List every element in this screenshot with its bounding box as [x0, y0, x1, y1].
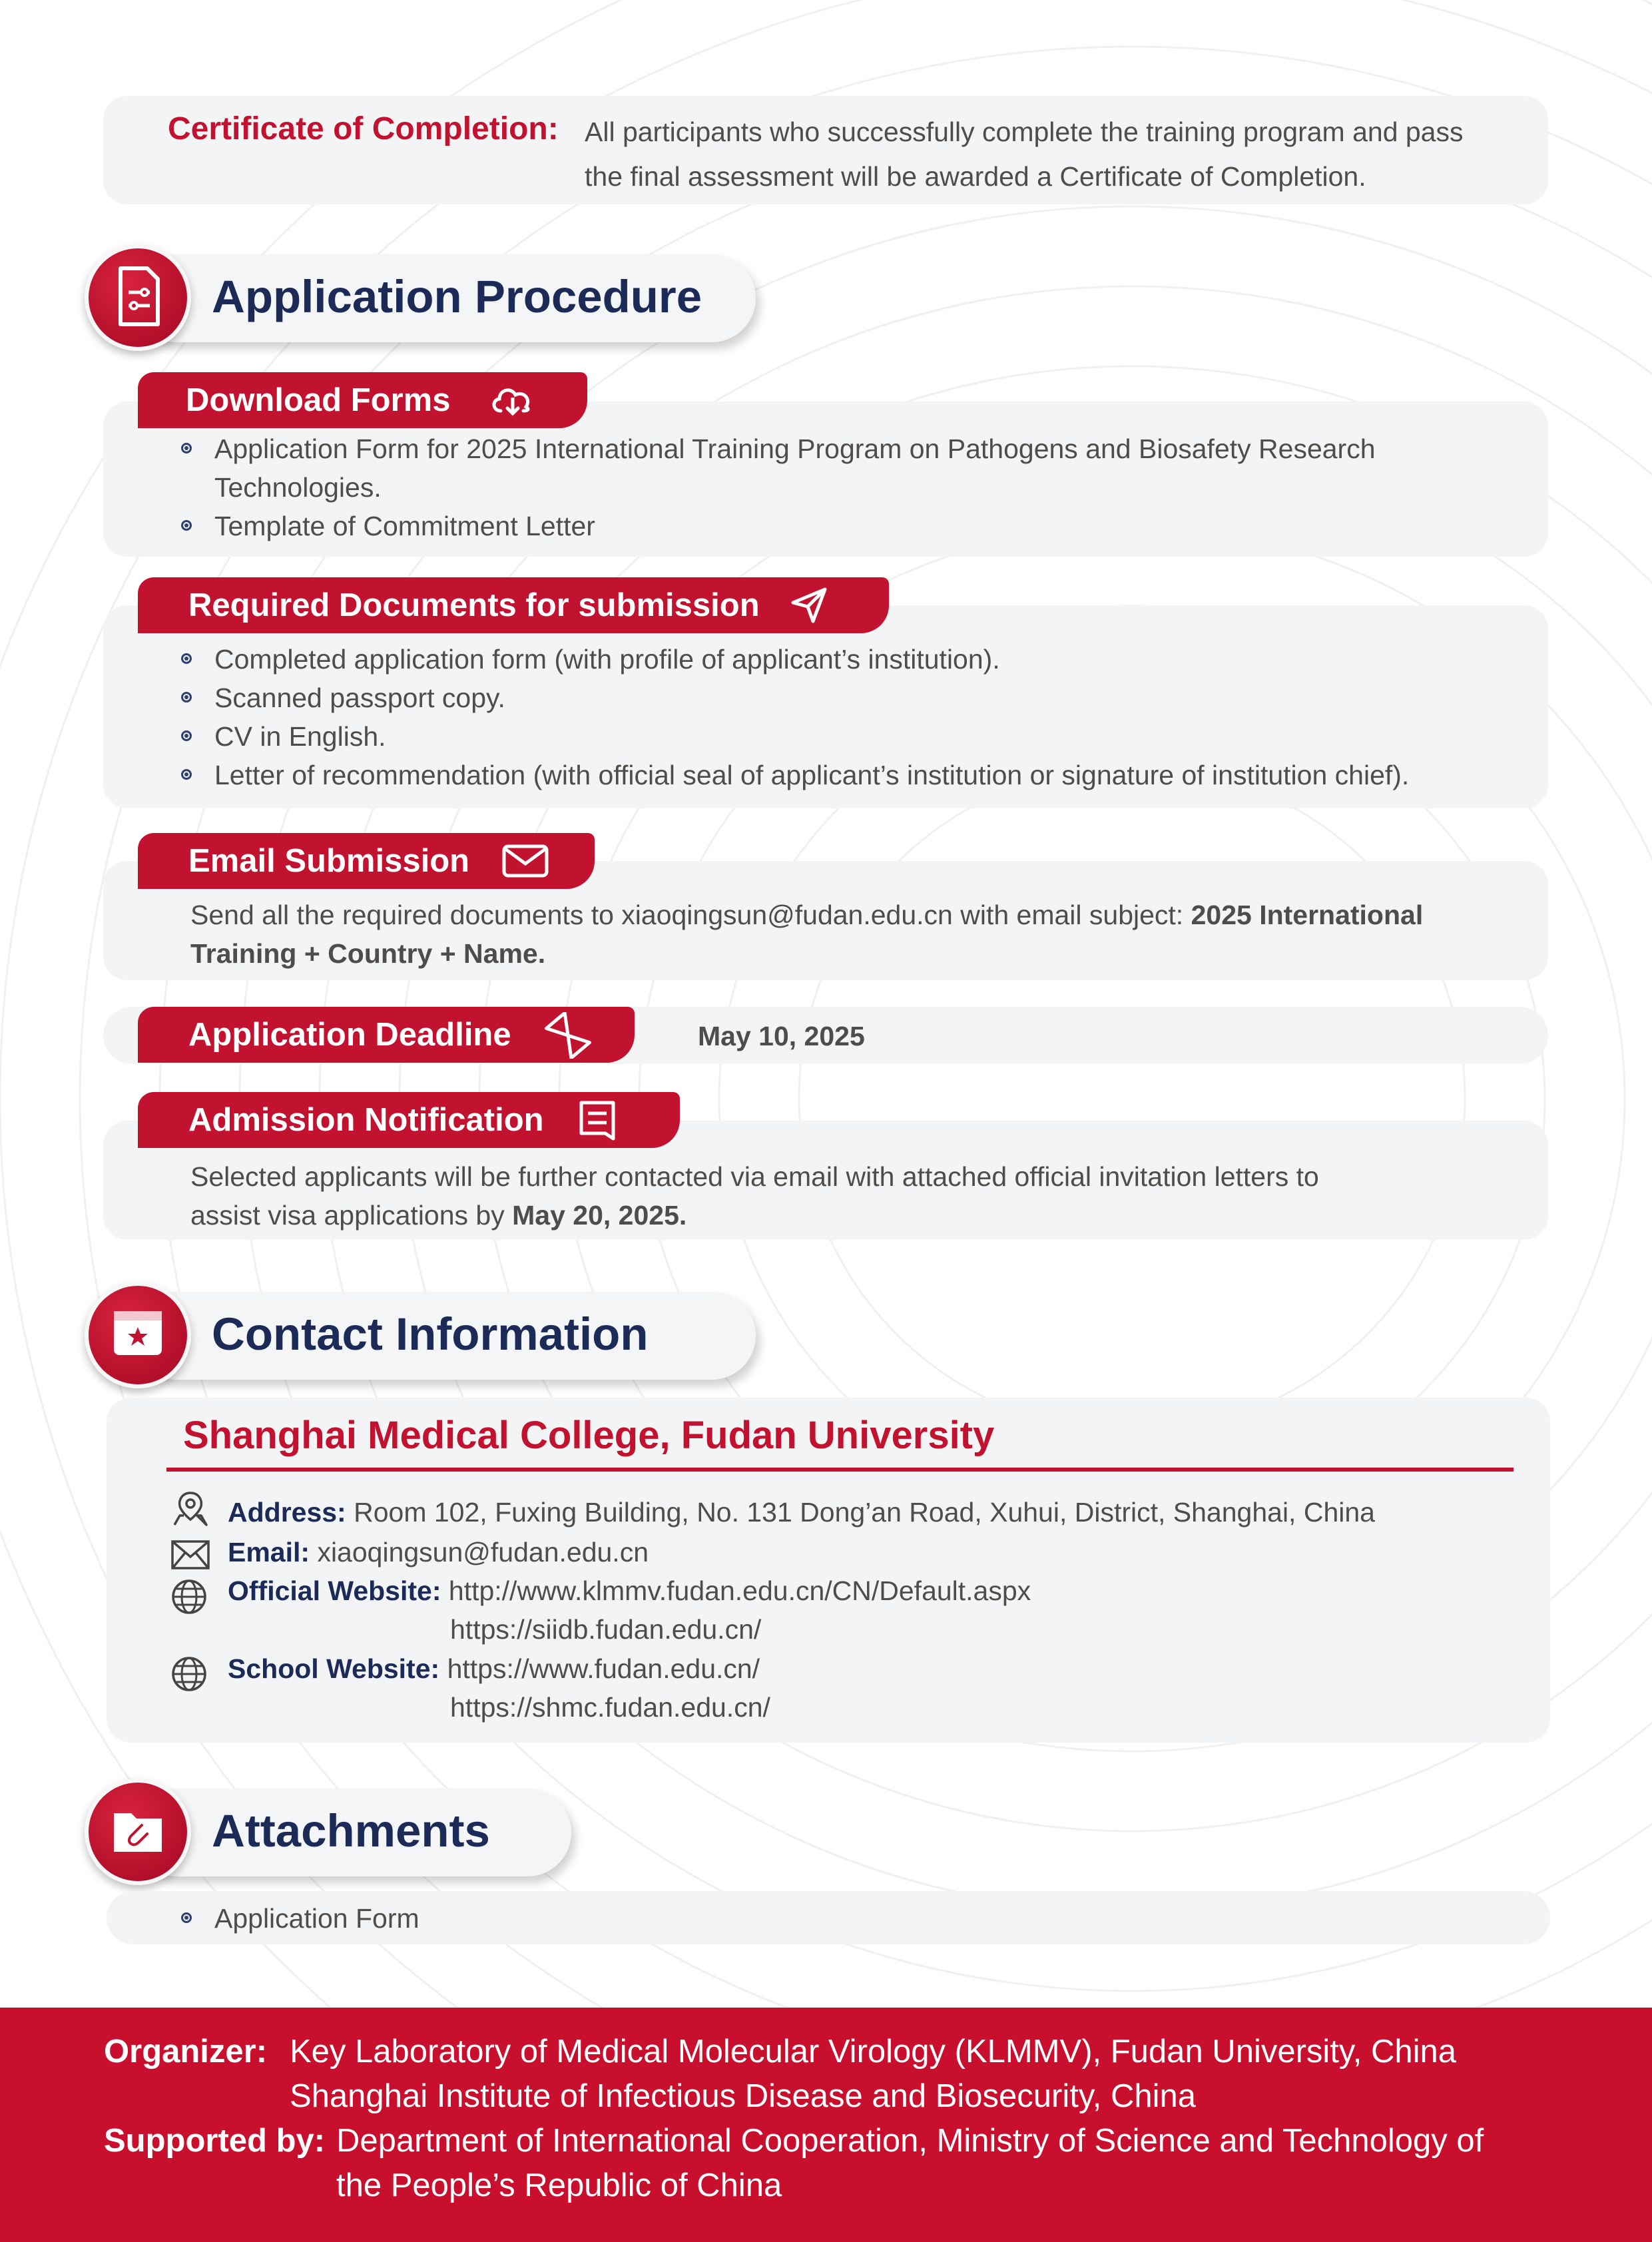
supported-by-line-1: Department of International Cooperation, Ministry of Science and Technology of: [336, 2123, 1484, 2159]
send-icon: [789, 585, 829, 625]
certificate-text-line1: All participants who successfully complete the training program and pass: [585, 117, 1464, 147]
institution-name: Shanghai Medical College, Fudan University: [183, 1414, 995, 1457]
application-procedure-title: Application Procedure: [212, 271, 702, 322]
email-submission-label: Email Submission: [188, 843, 470, 879]
admission-text-line2: [190, 1196, 687, 1235]
contact-information-title: Contact Information: [212, 1308, 649, 1360]
address-row: [228, 1493, 1375, 1532]
hourglass-icon: [543, 1012, 593, 1059]
download-item-1-line2: Technologies.: [214, 472, 382, 503]
email-subject-bold: 2025 International: [1191, 900, 1424, 930]
official-website-url-1[interactable]: http://www.klmmv.fudan.edu.cn/CN/Default.aspx: [448, 1575, 1031, 1606]
organizer-line-1: Key Laboratory of Medical Molecular Virology (KLMMV), Fudan University, China: [290, 2034, 1457, 2070]
document-item-1: Completed application form (with profile of applicant’s institution).: [214, 644, 1000, 675]
envelope-icon: [501, 842, 549, 880]
email-row: [228, 1533, 649, 1571]
bullet: [181, 1912, 192, 1923]
application-deadline-date: May 10, 2025: [698, 1021, 865, 1051]
globe-icon: [170, 1578, 208, 1615]
document-settings-icon: [89, 248, 187, 347]
school-website-label: School Website:: [228, 1653, 440, 1684]
email-subject-bold-line2: Training + Country + Name.: [190, 938, 546, 969]
admission-notification-label: Admission Notification: [188, 1102, 544, 1138]
organizer-line-2: Shanghai Institute of Infectious Disease and Biosecurity, China: [290, 2078, 1196, 2114]
document-item-3: CV in English.: [214, 721, 386, 752]
bullet: [181, 769, 192, 780]
admission-text-plain: assist visa applications by: [190, 1200, 513, 1231]
contact-card-icon: [89, 1286, 187, 1384]
official-website-label: Official Website:: [228, 1575, 441, 1606]
supported-by-line-2: the People’s Republic of China: [336, 2167, 782, 2203]
required-documents-tab: [138, 577, 889, 633]
address-label: Address:: [228, 1497, 346, 1528]
globe-icon: [170, 1655, 208, 1693]
bullet: [181, 692, 192, 702]
school-website-url-2[interactable]: https://shmc.fudan.edu.cn/: [450, 1692, 770, 1723]
certificate-label: Certificate of Completion:: [168, 111, 559, 146]
location-pin-icon: [170, 1489, 210, 1529]
email-label: Email:: [228, 1537, 310, 1567]
document-item-2: Scanned passport copy.: [214, 683, 505, 713]
attachments-title: Attachments: [212, 1805, 490, 1856]
school-website-row: [228, 1649, 760, 1688]
supported-by-label: Supported by:: [104, 2123, 326, 2159]
application-deadline-tab: [138, 1007, 635, 1063]
bullet: [181, 443, 192, 453]
bullet: [181, 520, 192, 531]
organizer-label: Organizer:: [104, 2034, 268, 2070]
institution-underline: [166, 1468, 1514, 1472]
application-section-icon: [85, 244, 191, 351]
attachments-section-icon: [85, 1779, 191, 1885]
application-deadline-label: Application Deadline: [188, 1017, 511, 1053]
email-value[interactable]: xiaoqingsun@fudan.edu.cn: [317, 1537, 649, 1567]
address-value: Room 102, Fuxing Building, No. 131 Dong’an Road, Xuhui, District, Shanghai, China: [354, 1497, 1375, 1528]
bullet: [181, 730, 192, 741]
official-website-row: [228, 1571, 1031, 1610]
document-item-4: Letter of recommendation (with official seal of applicant’s institution or signature of institution chief).: [214, 760, 1410, 790]
admission-text-line1: Selected applicants will be further contacted via email with attached official invitation letters to: [190, 1161, 1319, 1192]
email-icon: [170, 1540, 210, 1570]
download-item-1-line1: Application Form for 2025 International Training Program on Pathogens and Biosafety Research: [214, 433, 1376, 464]
bullet: [181, 653, 192, 664]
download-item-2: Template of Commitment Letter: [214, 511, 595, 541]
certificate-text-line2: the final assessment will be awarded a Certificate of Completion.: [585, 161, 1366, 192]
folder-paperclip-icon: [89, 1783, 187, 1881]
email-submission-text-plain: Send all the required documents to xiaoqingsun@fudan.edu.cn with email subject:: [190, 900, 1191, 930]
required-documents-label: Required Documents for submission: [188, 587, 760, 623]
school-website-url-1[interactable]: https://www.fudan.edu.cn/: [447, 1653, 760, 1684]
email-submission-text: [190, 896, 1423, 934]
download-forms-tab: [138, 372, 587, 428]
email-submission-tab: [138, 833, 595, 889]
download-forms-label: Download Forms: [186, 382, 451, 418]
attachment-application-form[interactable]: Application Form: [214, 1903, 419, 1934]
admission-notification-tab: [138, 1092, 680, 1148]
admission-date-bold: May 20, 2025.: [512, 1200, 687, 1231]
notice-icon: [577, 1100, 617, 1141]
official-website-url-2[interactable]: https://siidb.fudan.edu.cn/: [450, 1614, 762, 1645]
cloud-download-icon: [489, 380, 535, 420]
contact-section-icon: [85, 1282, 191, 1388]
